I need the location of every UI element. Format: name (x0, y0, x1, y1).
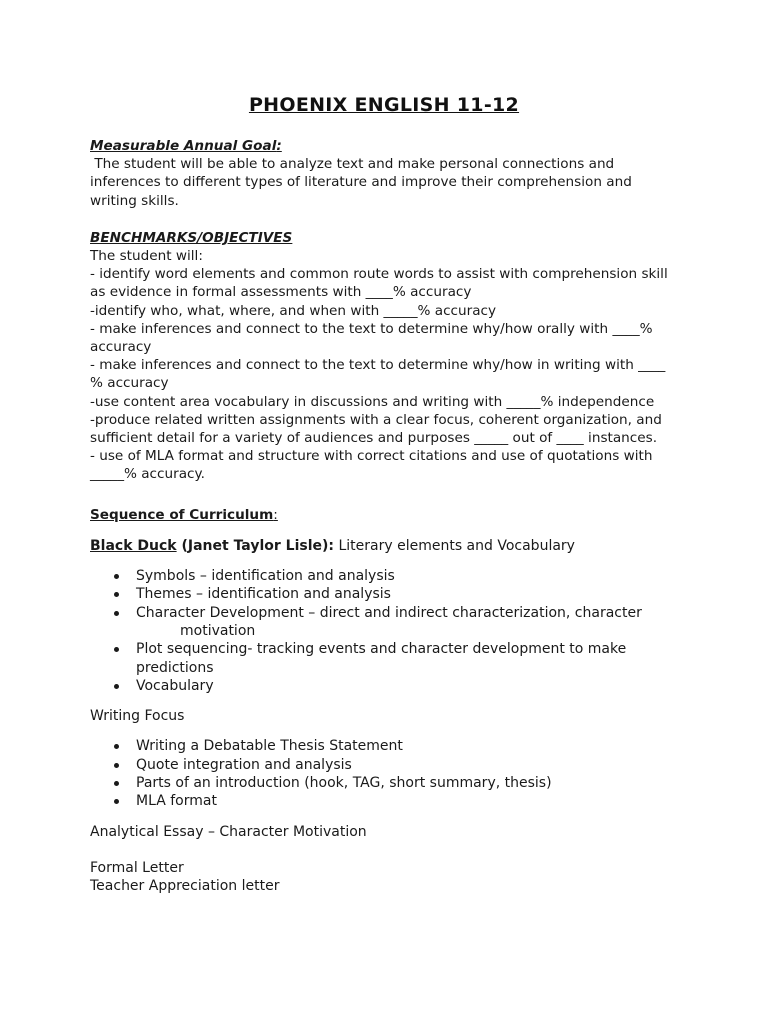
book-colon: : (328, 537, 335, 554)
bullet-dot-icon (114, 763, 119, 768)
book-title: Black Duck (90, 537, 177, 554)
goal-heading: Measurable Annual Goal (90, 138, 277, 154)
sequence-heading-colon: : (273, 506, 278, 523)
list-item: Symbols – identification and analysis (90, 567, 690, 585)
benchmarks-intro: The student will: (90, 248, 203, 265)
list-item: Writing a Debatable Thesis Statement (90, 737, 690, 755)
formal-letter-line: Formal Letter (90, 859, 184, 876)
benchmark-line: -identify who, what, where, and when with _____% accuracy (90, 302, 497, 319)
bullet-dot-icon (114, 744, 119, 749)
benchmark-line: - make inferences and connect to the text to determine why/how in writing with ____ (90, 357, 666, 374)
book-line (90, 537, 690, 555)
bullet-dot-icon (114, 781, 119, 786)
benchmark-line: _____% accuracy. (90, 466, 205, 483)
list-item: Vocabulary (90, 677, 690, 695)
page-title: PHOENIX ENGLISH 11-12 (248, 94, 520, 116)
benchmark-line: % accuracy (90, 375, 169, 392)
writing-focus-heading: Writing Focus (90, 708, 185, 725)
bullet-dot-icon (114, 647, 119, 652)
list-item: Quote integration and analysis (90, 756, 690, 774)
list-item: MLA format (90, 792, 690, 810)
benchmark-line: -produce related written assignments with a clear focus, coherent organization, and (90, 411, 662, 428)
bullet-dot-icon (114, 684, 119, 689)
benchmark-line: - make inferences and connect to the text to determine why/how orally with ____% (90, 320, 653, 337)
benchmark-line: as evidence in formal assessments with ____% accuracy (90, 284, 472, 301)
list-item: Themes – identification and analysis (90, 585, 690, 603)
literary-elements-list (90, 567, 690, 695)
goal-text-line-1: The student will be able to analyze text and make personal connections and (90, 156, 615, 173)
goal-heading-line (90, 137, 690, 155)
document-body (90, 137, 690, 895)
book-topic: Literary elements and Vocabulary (334, 537, 575, 554)
book-author: (Janet Taylor Lisle) (176, 537, 329, 554)
bullet-dot-icon (114, 799, 119, 804)
benchmark-line: - identify word elements and common route words to assist with comprehension skill (90, 266, 668, 283)
list-item: Character Development – direct and indirect characterization, character motivation (90, 604, 690, 641)
goal-text-line-3: writing skills. (90, 192, 179, 209)
benchmark-line: -use content area vocabulary in discussions and writing with _____% independence (90, 393, 655, 410)
benchmark-line: sufficient detail for a variety of audiences and purposes _____ out of ____ instances. (90, 430, 658, 447)
list-item: Plot sequencing- tracking events and character development to make predictions (90, 640, 690, 677)
list-item: Parts of an introduction (hook, TAG, short summary, thesis) (90, 774, 690, 792)
analytical-essay-line: Analytical Essay – Character Motivation (90, 823, 367, 840)
benchmark-line: accuracy (90, 339, 152, 356)
bullet-dot-icon (114, 592, 119, 597)
goal-heading-colon: : (276, 138, 282, 154)
bullet-dot-icon (114, 611, 119, 616)
goal-text-line-2: inferences to different types of literature and improve their comprehension and (90, 174, 632, 191)
teacher-letter-line: Teacher Appreciation letter (90, 878, 280, 895)
sequence-heading-line (90, 506, 690, 524)
bullet-dot-icon (114, 574, 119, 579)
benchmark-line: - use of MLA format and structure with correct citations and use of quotations with (90, 448, 653, 465)
sequence-heading: Sequence of Curriculum (90, 506, 274, 523)
benchmarks-heading: BENCHMARKS/OBJECTIVES (90, 229, 293, 246)
writing-focus-list (90, 737, 690, 810)
